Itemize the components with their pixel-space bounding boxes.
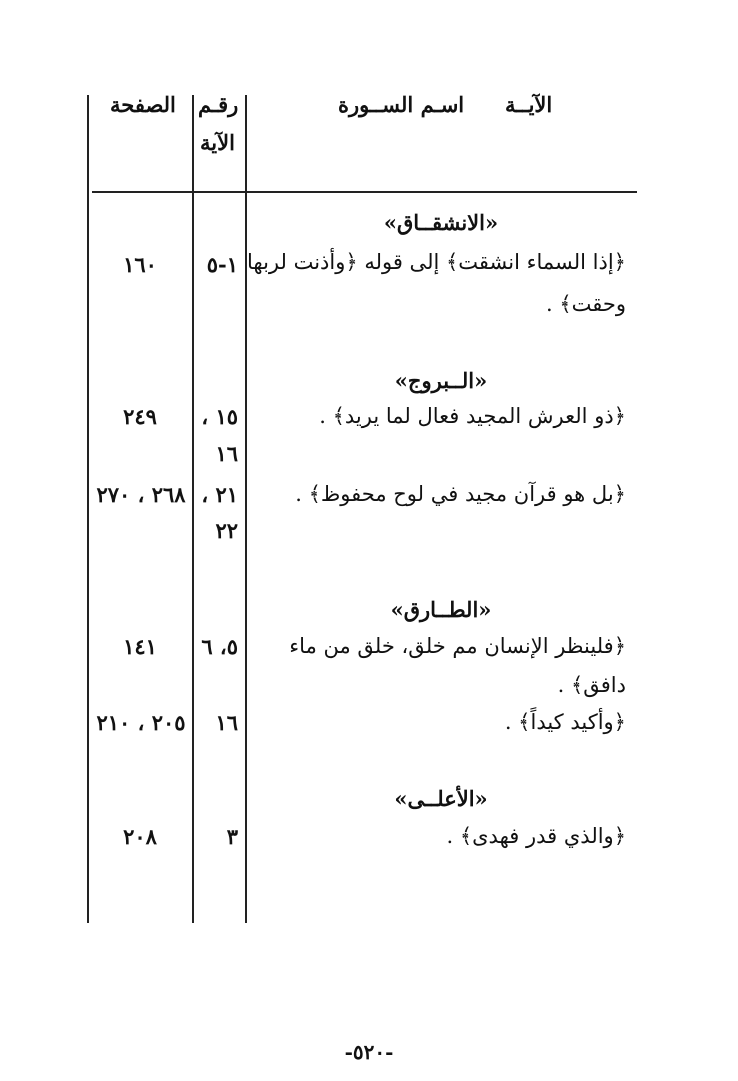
sura-title: «الانشقــاق» [383,210,499,235]
column-divider-middle [192,95,194,923]
ayah-text: ﴿ذو العرش المجيد فعال لما يريد﴾ . [319,404,626,428]
ayah-text: ﴿وأكيد كيداً﴾ . [504,710,626,734]
ayah-number: ٣ [226,824,238,849]
ayah-text: ﴿والذي قدر فهدى﴾ . [446,824,626,848]
ayah-number: ٢١ ، [201,482,238,507]
ayah-number: ٥، ٦ [201,634,238,659]
ayah-text: وحقت﴾ . [545,292,626,316]
sura-title: «الــبروج» [394,368,488,393]
header-page: الصفحة [110,92,176,117]
page-ref: ٢٠٨ [123,824,157,849]
sura-title: «الأعلــى» [394,786,488,811]
page-ref: ١٦٠ [123,252,157,277]
sura-title: «الطــارق» [390,597,492,622]
ayah-number: ١٦ [215,710,238,735]
ayah-text: ﴿فلينظر الإنسان مم خلق، خلق من ماء [289,634,626,658]
page-number: -٥٢٠- [344,1040,394,1064]
ayah-text: دافق﴾ . [557,673,626,697]
ayah-number: ٢٢ [215,518,238,543]
ayah-number: ١٥ ، [201,404,238,429]
ayah-number: ١٦ [215,441,238,466]
ayah-text: ﴿بل هو قرآن مجيد في لوح محفوظ﴾ . [295,482,626,506]
header-ayah-number-1: رقـم [198,92,239,117]
page-ref: ٢٤٩ [123,404,157,429]
ayah-number: ١-٥ [206,252,238,277]
header-ayah: الآيــة [505,92,553,117]
ayah-text: ﴿إذا السماء انشقت﴾ إلى قوله ﴿وأذنت لربها [246,250,626,274]
page-ref: ١٤١ [123,634,157,659]
page-ref: ٢٦٨ ، ٢٧٠ [96,482,186,507]
header-ayah-number-2: الآية [200,130,235,155]
header-sura-name: اسـم الســورة [338,92,465,117]
column-divider-left [87,95,89,923]
header-underline [92,191,637,193]
page-ref: ٢٠٥ ، ٢١٠ [96,710,186,735]
